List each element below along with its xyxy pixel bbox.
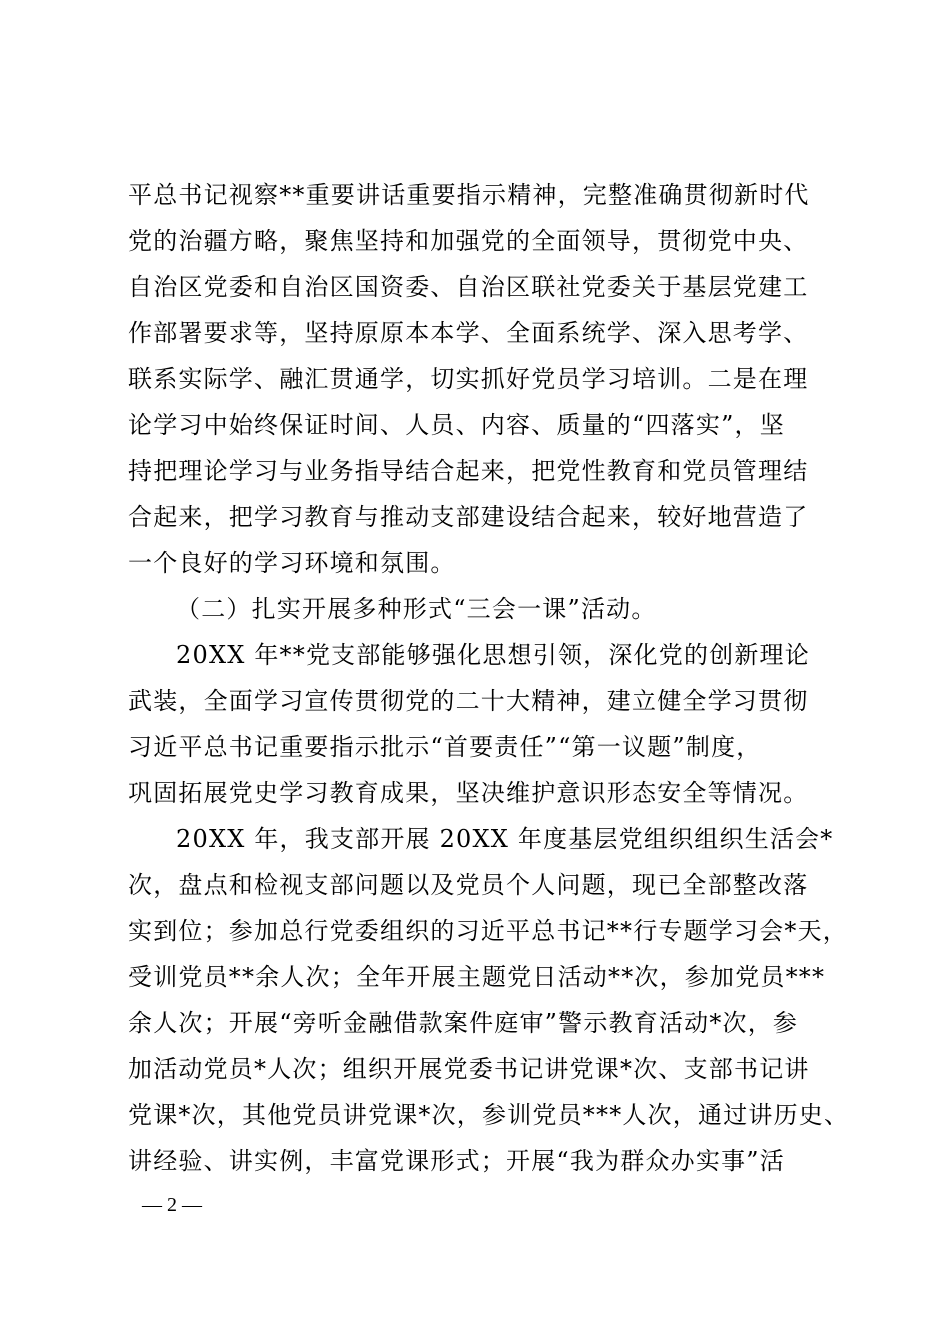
paragraph-2-line-4: 巩固拓展党史学习教育成果，坚决维护意识形态安全等情况。 — [128, 779, 809, 807]
paragraph-1-line-3: 自治区党委和自治区国资委、自治区联社党委关于基层党建工 — [128, 273, 809, 301]
paragraph-3-line-6: 加活动党员*人次；组织开展党委书记讲党课*次、支部书记讲 — [128, 1055, 810, 1083]
paragraph-3-line-3: 实到位；参加总行党委组织的习近平总书记**行专题学习会*天， — [128, 917, 848, 945]
paragraph-3-line-7: 党课*次，其他党员讲党课*次，参训党员***人次，通过讲历史、 — [128, 1101, 850, 1129]
page-number: — 2 — — [142, 1194, 202, 1216]
paragraph-1-line-7: 持把理论学习与业务指导结合起来，把党性教育和党员管理结 — [128, 457, 809, 485]
paragraph-2-line-3: 习近平总书记重要指示批示“首要责任”“第一议题”制度， — [128, 733, 762, 761]
paragraph-1-line-1: 平总书记视察**重要讲话重要指示精神，完整准确贯彻新时代 — [128, 181, 810, 209]
paragraph-1-line-2: 党的治疆方略，聚焦坚持和加强党的全面领导，贯彻党中央、 — [128, 227, 809, 255]
paragraph-1-line-9: 一个良好的学习环境和氛围。 — [128, 549, 456, 577]
paragraph-3-line-4: 受训党员**余人次；全年开展主题党日活动**次，参加党员*** — [128, 963, 826, 991]
section-heading: （二）扎实开展多种形式“三会一课”活动。 — [176, 595, 657, 623]
paragraph-1-line-5: 联系实际学、融汇贯通学，切实抓好党员学习培训。二是在理 — [128, 365, 809, 393]
paragraph-3-line-5: 余人次；开展“旁听金融借款案件庭审”警示教育活动*次，参 — [128, 1009, 799, 1037]
paragraph-1-line-4: 作部署要求等，坚持原原本本学、全面系统学、深入思考学、 — [128, 319, 809, 347]
paragraph-3-line-2: 次，盘点和检视支部问题以及党员个人问题，现已全部整改落 — [128, 871, 809, 899]
paragraph-3-line-8: 讲经验、讲实例，丰富党课形式；开展“我为群众办实事”活 — [128, 1147, 785, 1175]
paragraph-1-line-6: 论学习中始终保证时间、人员、内容、质量的“四落实”，坚 — [128, 411, 785, 439]
paragraph-2-line-1: 20XX 年**党支部能够强化思想引领，深化党的创新理论 — [176, 641, 810, 669]
paragraph-3-line-1: 20XX 年，我支部开展 20XX 年度基层党组织组织生活会* — [176, 825, 834, 853]
paragraph-2-line-2: 武装，全面学习宣传贯彻党的二十大精神，建立健全学习贯彻 — [128, 687, 809, 715]
paragraph-1-line-8: 合起来，把学习教育与推动支部建设结合起来，较好地营造了 — [128, 503, 809, 531]
